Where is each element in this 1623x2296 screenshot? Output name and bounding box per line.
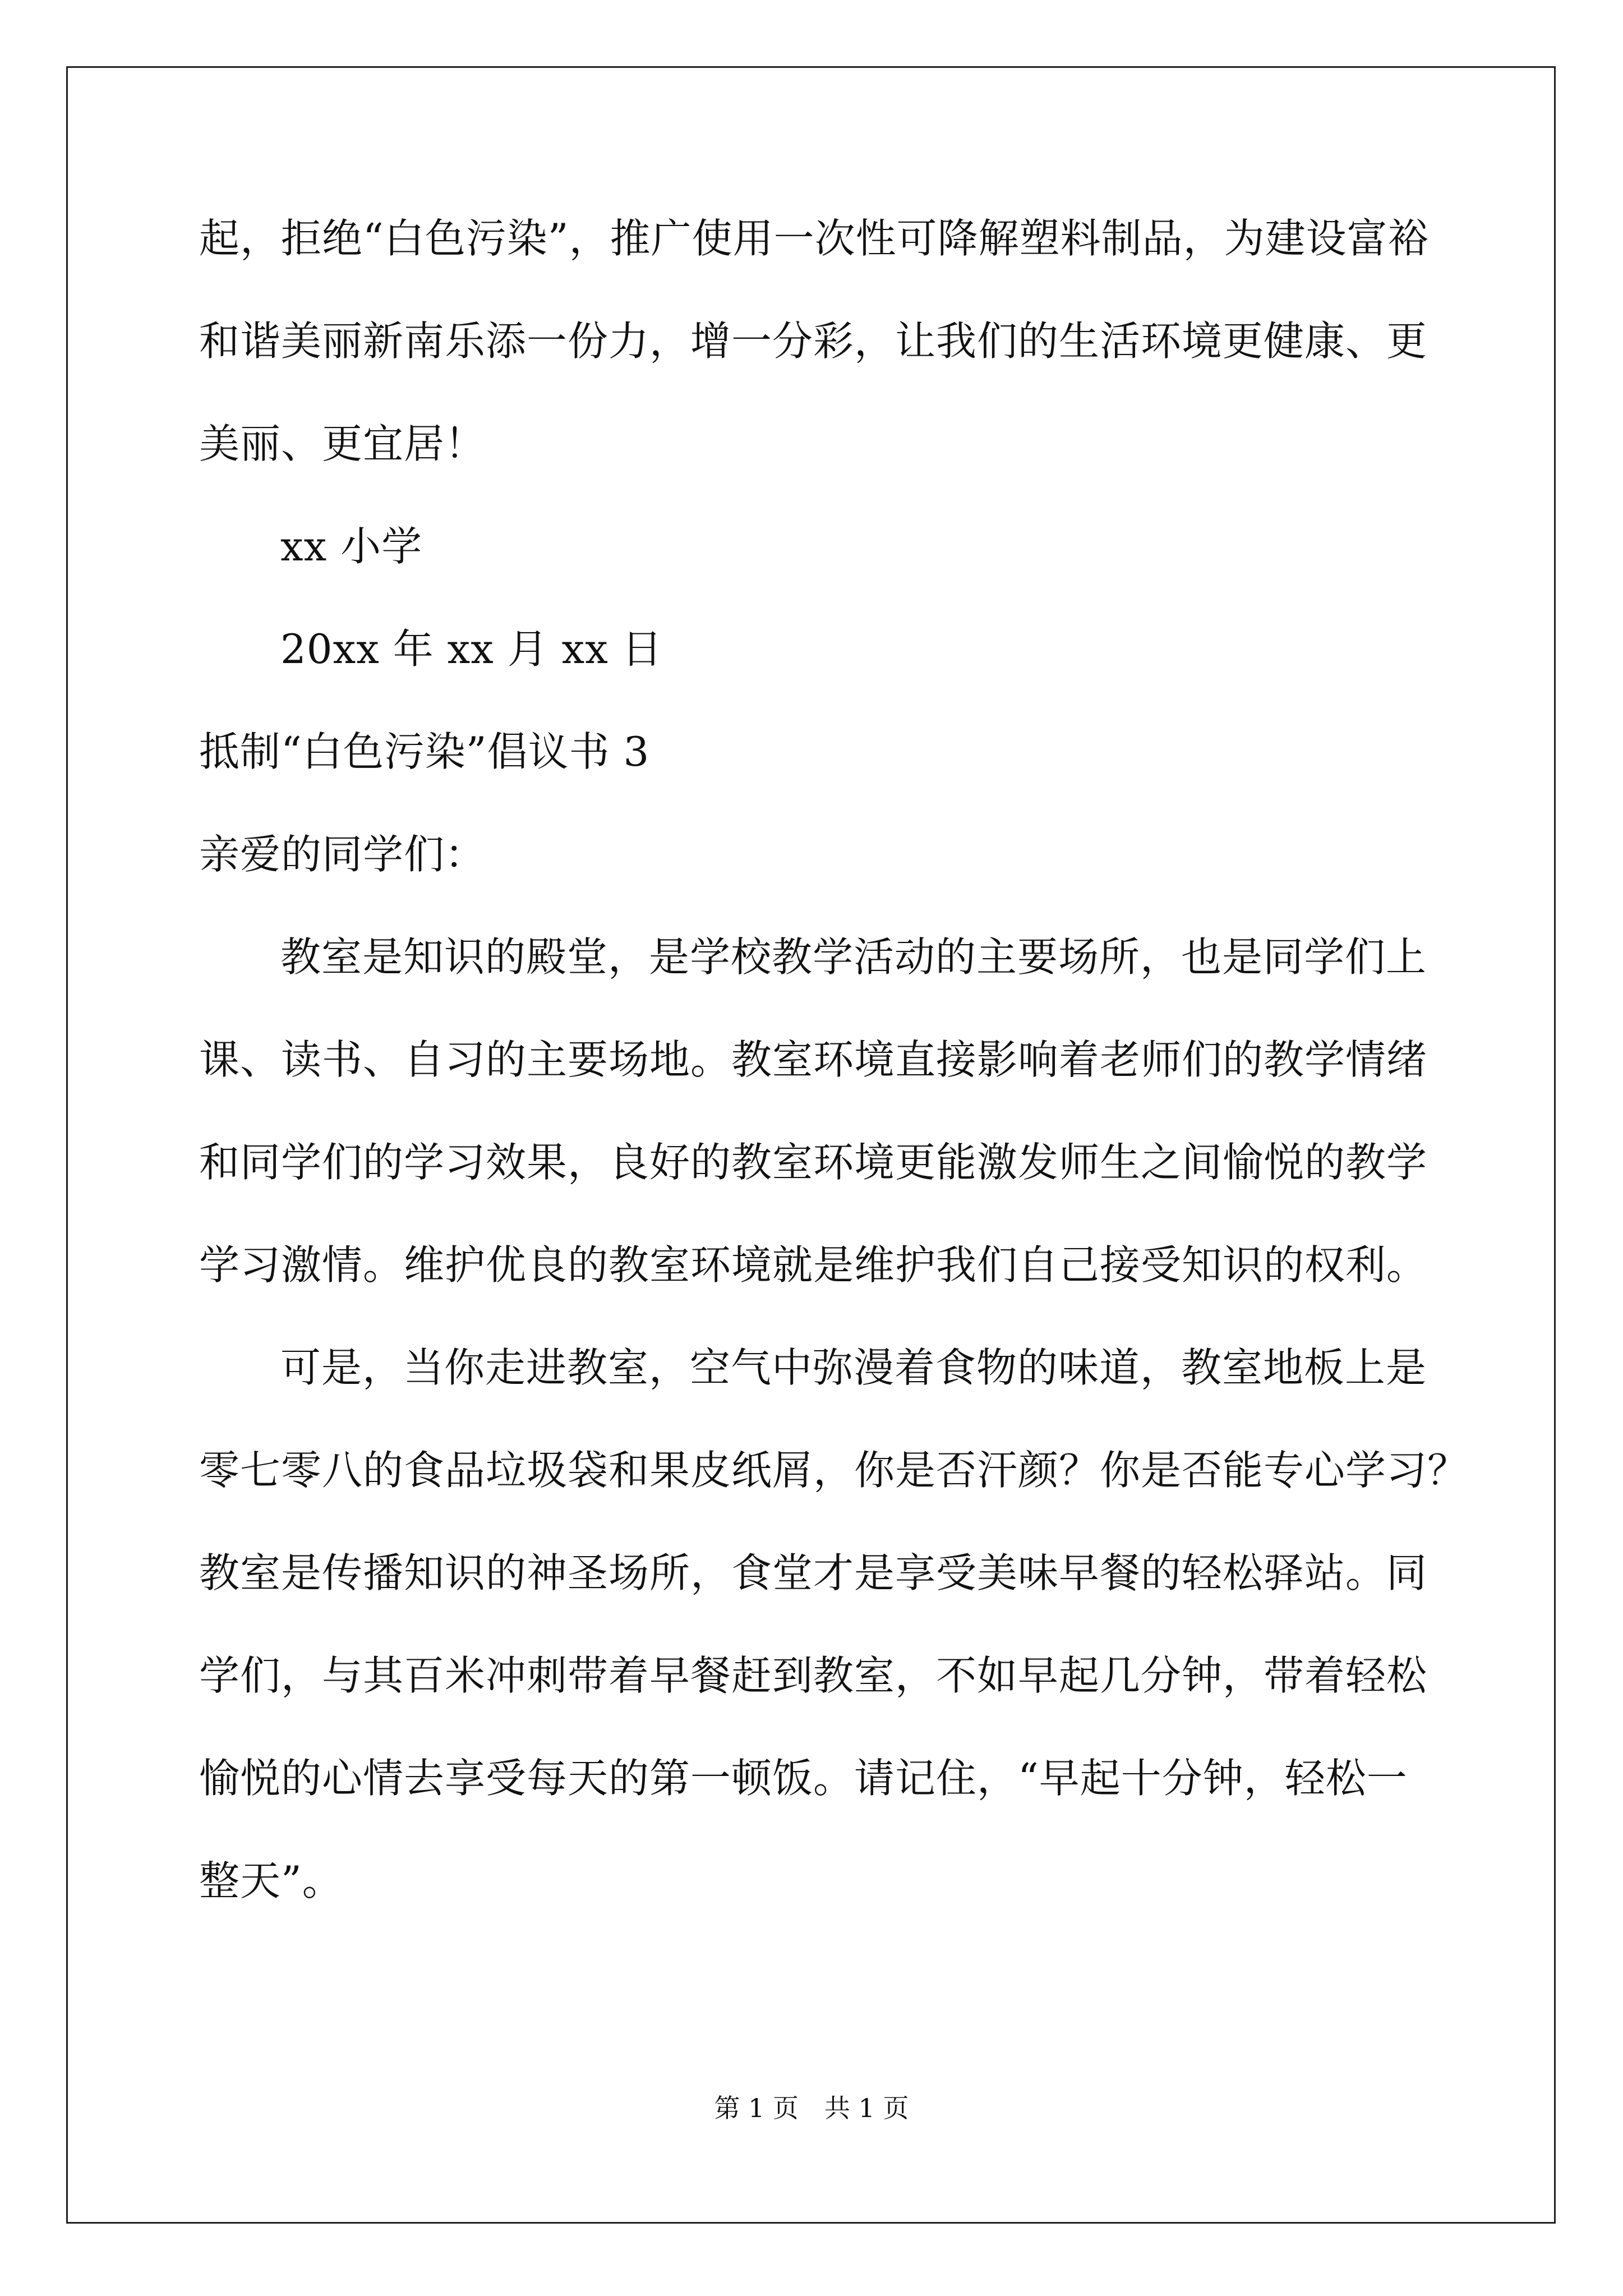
text-line: 课、读书、自习的主要场地。教室环境直接影响着老师们的教学情绪 xyxy=(199,1036,1428,1083)
text-line: 教室是知识的殿堂，是学校教学活动的主要场所，也是同学们上 xyxy=(280,933,1427,981)
page-footer: 第 1 页 共 1 页 xyxy=(714,2093,909,2123)
text-line: 和同学们的学习效果，良好的教室环境更能激发师生之间愉悦的教学 xyxy=(199,1139,1428,1186)
salutation: 亲爱的同学们： xyxy=(199,831,486,878)
section-title: 抵制“白色污染”倡议书 3 xyxy=(199,728,650,775)
text-line: 美丽、更宜居！ xyxy=(199,420,486,467)
text-line: 整天”。 xyxy=(199,1857,343,1904)
text-line: 学习激情。维护优良的教室环境就是维护我们自己接受知识的权利。 xyxy=(199,1241,1428,1289)
text-line: 学们，与其百米冲刺带着早餐赶到教室，不如早起几分钟，带着轻松 xyxy=(199,1652,1428,1699)
signature-school: xx 小学 xyxy=(280,523,423,570)
text-line: 和谐美丽新南乐添一份力，增一分彩，让我们的生活环境更健康、更 xyxy=(199,318,1428,365)
text-line: 零七零八的食品垃圾袋和果皮纸屑，你是否汗颜？你是否能专心学习？ xyxy=(199,1447,1469,1494)
signature-date: 20xx 年 xx 月 xx 日 xyxy=(280,625,663,673)
text-line: 起，拒绝“白色污染”，推广使用一次性可降解塑料制品，为建设富裕 xyxy=(199,215,1429,262)
text-line: 愉悦的心情去享受每天的第一顿饭。请记住，“早起十分钟，轻松一 xyxy=(199,1755,1408,1802)
text-line: 教室是传播知识的神圣场所，食堂才是享受美味早餐的轻松驿站。同 xyxy=(199,1549,1428,1596)
text-line: 可是，当你走进教室，空气中弥漫着食物的味道，教室地板上是 xyxy=(280,1344,1427,1391)
